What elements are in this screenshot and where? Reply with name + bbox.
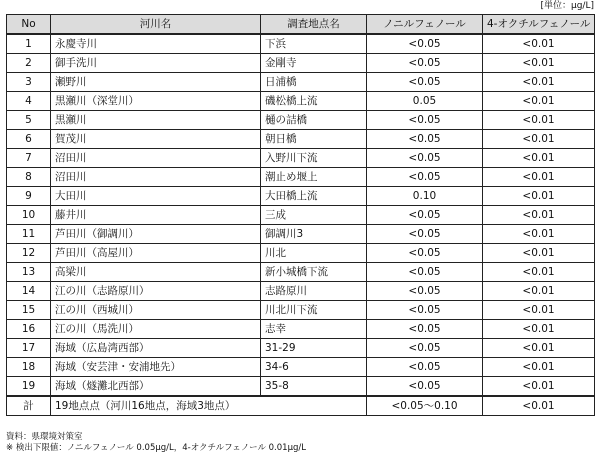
table-row bbox=[7, 206, 595, 225]
table-row bbox=[7, 34, 595, 54]
cell-nonylphenol: <0.05 bbox=[367, 225, 483, 244]
cell-nonylphenol: <0.05 bbox=[367, 358, 483, 377]
cell-nonylphenol: <0.05 bbox=[367, 54, 483, 73]
cell-octylphenol: <0.01 bbox=[483, 206, 595, 225]
cell-river: 江の川（西城川） bbox=[51, 301, 261, 320]
cell-no: 14 bbox=[7, 282, 51, 301]
total-nonylphenol-range: <0.05〜0.10 bbox=[367, 396, 483, 416]
cell-river: 黒瀬川（深堂川） bbox=[51, 92, 261, 111]
cell-point: 下浜 bbox=[261, 34, 367, 54]
header-nonylphenol: ノニルフェノール bbox=[367, 15, 483, 35]
cell-octylphenol: <0.01 bbox=[483, 92, 595, 111]
cell-point: 金剛寺 bbox=[261, 54, 367, 73]
table-row bbox=[7, 320, 595, 339]
cell-river: 芦田川（高屋川） bbox=[51, 244, 261, 263]
cell-river: 海域（安芸津・安浦地先） bbox=[51, 358, 261, 377]
cell-nonylphenol: <0.05 bbox=[367, 149, 483, 168]
cell-point: 34-6 bbox=[261, 358, 367, 377]
cell-no: 16 bbox=[7, 320, 51, 339]
cell-octylphenol: <0.01 bbox=[483, 54, 595, 73]
cell-river: 賀茂川 bbox=[51, 130, 261, 149]
cell-nonylphenol: <0.05 bbox=[367, 339, 483, 358]
cell-no: 3 bbox=[7, 73, 51, 92]
table-row bbox=[7, 149, 595, 168]
cell-nonylphenol: <0.05 bbox=[367, 34, 483, 54]
cell-nonylphenol: <0.05 bbox=[367, 130, 483, 149]
cell-octylphenol: <0.01 bbox=[483, 168, 595, 187]
cell-point: 川北 bbox=[261, 244, 367, 263]
cell-no: 4 bbox=[7, 92, 51, 111]
cell-river: 海域（広島湾西部） bbox=[51, 339, 261, 358]
table-total-row bbox=[7, 396, 595, 416]
table-row bbox=[7, 263, 595, 282]
cell-river: 江の川（志路原川） bbox=[51, 282, 261, 301]
header-octylphenol: 4-オクチルフェノール bbox=[483, 15, 595, 35]
table-row bbox=[7, 111, 595, 130]
cell-octylphenol: <0.01 bbox=[483, 225, 595, 244]
cell-river: 御手洗川 bbox=[51, 54, 261, 73]
cell-nonylphenol: 0.05 bbox=[367, 92, 483, 111]
unit-label: [単位：μg/L] bbox=[540, 1, 594, 11]
cell-no: 7 bbox=[7, 149, 51, 168]
cell-river: 高梁川 bbox=[51, 263, 261, 282]
table-row bbox=[7, 168, 595, 187]
cell-nonylphenol: <0.05 bbox=[367, 377, 483, 397]
cell-point: 樋の詰橋 bbox=[261, 111, 367, 130]
cell-no: 10 bbox=[7, 206, 51, 225]
table-row bbox=[7, 92, 595, 111]
cell-octylphenol: <0.01 bbox=[483, 320, 595, 339]
cell-octylphenol: <0.01 bbox=[483, 301, 595, 320]
cell-point: 潮止め堰上 bbox=[261, 168, 367, 187]
cell-nonylphenol: <0.05 bbox=[367, 206, 483, 225]
cell-point: 志路原川 bbox=[261, 282, 367, 301]
header-no: No bbox=[7, 15, 51, 35]
total-label: 計 bbox=[7, 396, 51, 416]
cell-point: 朝日橋 bbox=[261, 130, 367, 149]
table-row bbox=[7, 282, 595, 301]
cell-river: 藤井川 bbox=[51, 206, 261, 225]
cell-point: 31-29 bbox=[261, 339, 367, 358]
cell-octylphenol: <0.01 bbox=[483, 358, 595, 377]
cell-no: 17 bbox=[7, 339, 51, 358]
cell-octylphenol: <0.01 bbox=[483, 111, 595, 130]
cell-point: 35-8 bbox=[261, 377, 367, 397]
cell-octylphenol: <0.01 bbox=[483, 73, 595, 92]
cell-river: 瀬野川 bbox=[51, 73, 261, 92]
cell-river: 大田川 bbox=[51, 187, 261, 206]
cell-nonylphenol: <0.05 bbox=[367, 168, 483, 187]
cell-no: 13 bbox=[7, 263, 51, 282]
cell-point: 新小城橋下流 bbox=[261, 263, 367, 282]
footer-source: 資料：県環境対策室 bbox=[6, 432, 83, 442]
table-row bbox=[7, 244, 595, 263]
cell-point: 三成 bbox=[261, 206, 367, 225]
footer-detection-limit-note: ※ 検出下限値：ノニルフェノール 0.05μg/L，4-オクチルフェノール 0.01μg/L bbox=[6, 443, 306, 453]
cell-nonylphenol: <0.05 bbox=[367, 320, 483, 339]
cell-nonylphenol: 0.10 bbox=[367, 187, 483, 206]
cell-octylphenol: <0.01 bbox=[483, 377, 595, 397]
cell-no: 9 bbox=[7, 187, 51, 206]
cell-nonylphenol: <0.05 bbox=[367, 263, 483, 282]
cell-octylphenol: <0.01 bbox=[483, 339, 595, 358]
survey-results-table bbox=[6, 14, 595, 416]
cell-nonylphenol: <0.05 bbox=[367, 301, 483, 320]
cell-no: 1 bbox=[7, 34, 51, 54]
cell-river: 芦田川（御調川） bbox=[51, 225, 261, 244]
cell-point: 日浦橋 bbox=[261, 73, 367, 92]
cell-point: 大田橋上流 bbox=[261, 187, 367, 206]
cell-no: 15 bbox=[7, 301, 51, 320]
header-point: 調査地点名 bbox=[261, 15, 367, 35]
cell-point: 志幸 bbox=[261, 320, 367, 339]
cell-point: 入野川下流 bbox=[261, 149, 367, 168]
cell-river: 海域（燧灘北西部） bbox=[51, 377, 261, 397]
cell-octylphenol: <0.01 bbox=[483, 130, 595, 149]
cell-point: 磯松橋上流 bbox=[261, 92, 367, 111]
cell-no: 2 bbox=[7, 54, 51, 73]
cell-no: 19 bbox=[7, 377, 51, 397]
table-row bbox=[7, 377, 595, 397]
cell-no: 5 bbox=[7, 111, 51, 130]
header-river: 河川名 bbox=[51, 15, 261, 35]
total-octylphenol: <0.01 bbox=[483, 396, 595, 416]
cell-no: 8 bbox=[7, 168, 51, 187]
cell-no: 12 bbox=[7, 244, 51, 263]
cell-river: 沼田川 bbox=[51, 149, 261, 168]
table-row bbox=[7, 187, 595, 206]
cell-no: 6 bbox=[7, 130, 51, 149]
cell-octylphenol: <0.01 bbox=[483, 187, 595, 206]
cell-river: 永慶寺川 bbox=[51, 34, 261, 54]
cell-octylphenol: <0.01 bbox=[483, 34, 595, 54]
table-row bbox=[7, 358, 595, 377]
table-row bbox=[7, 339, 595, 358]
cell-octylphenol: <0.01 bbox=[483, 282, 595, 301]
cell-nonylphenol: <0.05 bbox=[367, 73, 483, 92]
cell-point: 川北川下流 bbox=[261, 301, 367, 320]
table-row bbox=[7, 301, 595, 320]
cell-river: 黒瀬川 bbox=[51, 111, 261, 130]
cell-octylphenol: <0.01 bbox=[483, 149, 595, 168]
table-row bbox=[7, 225, 595, 244]
cell-river: 沼田川 bbox=[51, 168, 261, 187]
table-row bbox=[7, 130, 595, 149]
cell-river: 江の川（馬洗川） bbox=[51, 320, 261, 339]
cell-nonylphenol: <0.05 bbox=[367, 282, 483, 301]
cell-no: 18 bbox=[7, 358, 51, 377]
table-body bbox=[7, 34, 595, 416]
total-summary: 19地点点（河川16地点，海域3地点） bbox=[51, 396, 367, 416]
table-row bbox=[7, 73, 595, 92]
cell-octylphenol: <0.01 bbox=[483, 263, 595, 282]
cell-nonylphenol: <0.05 bbox=[367, 244, 483, 263]
cell-point: 御調川3 bbox=[261, 225, 367, 244]
cell-octylphenol: <0.01 bbox=[483, 244, 595, 263]
table-row bbox=[7, 54, 595, 73]
cell-nonylphenol: <0.05 bbox=[367, 111, 483, 130]
table-header-row bbox=[7, 15, 595, 35]
footer-notes bbox=[6, 432, 306, 454]
cell-no: 11 bbox=[7, 225, 51, 244]
